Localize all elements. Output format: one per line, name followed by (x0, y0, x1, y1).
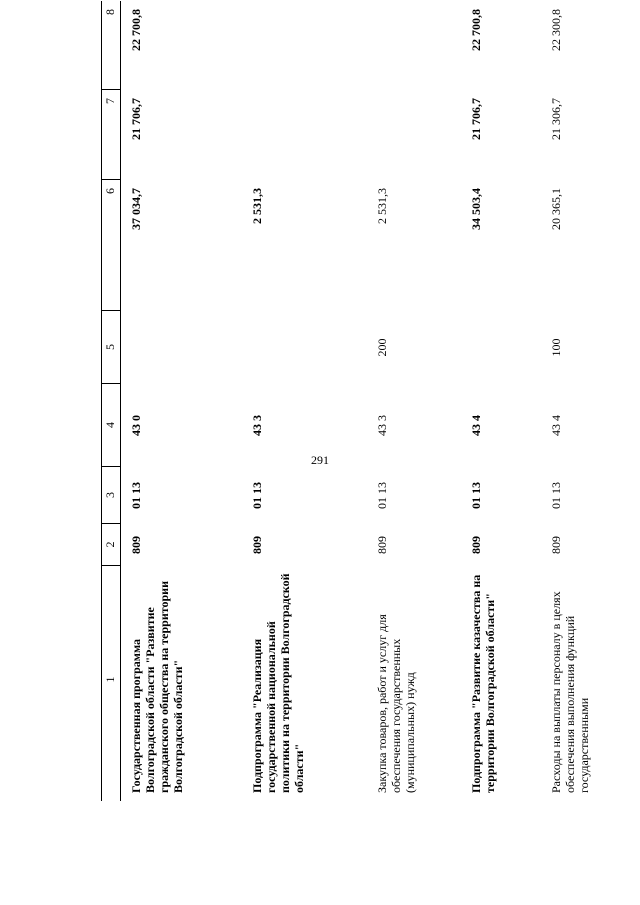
row-ministry-code: 809 (129, 535, 143, 554)
header-col-6: 6 (102, 180, 120, 311)
row-amount-col6: 37 034,7 (129, 187, 143, 230)
row-target-code: 43 3 (250, 414, 264, 436)
row-target-code: 43 0 (129, 414, 143, 436)
row-section-code: 01 13 (250, 481, 264, 509)
header-col-5: 5 (102, 311, 120, 384)
row-amount-col7 (367, 90, 461, 180)
row-amount-col8: 22 700,8 (129, 8, 143, 51)
row-name: Расходы на выплаты персоналу в целях обеспечения выполнения функций государственными (549, 590, 591, 793)
table-row-personnel-expenses (541, 1, 621, 801)
row-expense-type (121, 311, 242, 384)
header-col-2: 2 (102, 524, 120, 566)
row-amount-col6: 20 365,1 (549, 187, 563, 230)
row-section-code: 01 13 (129, 481, 143, 509)
row-ministry-code: 809 (250, 535, 264, 554)
table-row-procurement (367, 1, 461, 801)
header-col-4: 4 (102, 384, 120, 467)
header-col-8: 8 (102, 1, 120, 90)
row-expense-type: 200 (375, 338, 389, 356)
row-amount-col8: 22 700,8 (469, 8, 483, 51)
row-amount-col7 (242, 90, 367, 180)
row-amount-col8: 22 300,8 (549, 8, 563, 51)
row-amount-col7: 21 706,7 (469, 97, 483, 140)
row-ministry-code: 809 (375, 535, 389, 554)
row-amount-col7: 21 306,7 (549, 97, 563, 140)
table-row-subprogram-cossacks (461, 1, 541, 801)
row-section-code: 01 13 (549, 481, 563, 509)
row-name: Закупка товаров, работ и услуг для обеспечения государственных (муниципальных) нужд (375, 613, 417, 793)
row-name: Государственная программа Волгоградской области "Развитие гражданского общества на территории Волгоградской области" (129, 580, 185, 793)
row-section-code: 01 13 (375, 481, 389, 509)
row-target-code: 43 4 (549, 414, 563, 436)
row-amount-col8 (242, 1, 367, 90)
table-header (101, 1, 121, 801)
row-target-code: 43 4 (469, 414, 483, 436)
row-amount-col7: 21 706,7 (129, 97, 143, 140)
rotated-table-area (45, 8, 595, 853)
header-col-3: 3 (102, 467, 120, 524)
table-row-program (121, 1, 242, 801)
row-expense-type (461, 311, 541, 384)
row-expense-type: 100 (549, 338, 563, 356)
budget-table (101, 1, 621, 801)
row-section-code: 01 13 (469, 481, 483, 509)
header-col-1: 1 (103, 676, 117, 682)
row-ministry-code: 809 (549, 535, 563, 554)
header-col-7: 7 (102, 90, 120, 180)
row-amount-col8 (367, 1, 461, 90)
page-number: 291 (311, 453, 329, 467)
row-amount-col6: 2 531,3 (250, 187, 264, 224)
row-target-code: 43 3 (375, 414, 389, 436)
row-ministry-code: 809 (469, 535, 483, 554)
row-expense-type (242, 311, 367, 384)
row-amount-col6: 2 531,3 (375, 187, 389, 224)
table-row-subprogram-national-policy (242, 1, 367, 801)
row-amount-col6: 34 503,4 (469, 187, 483, 230)
row-name: Подпрограмма "Развитие казачества на территории Волгоградской области" (469, 574, 497, 793)
row-name: Подпрограмма "Реализация государственной национальной политики на территории Волгоградской области" (250, 572, 306, 793)
